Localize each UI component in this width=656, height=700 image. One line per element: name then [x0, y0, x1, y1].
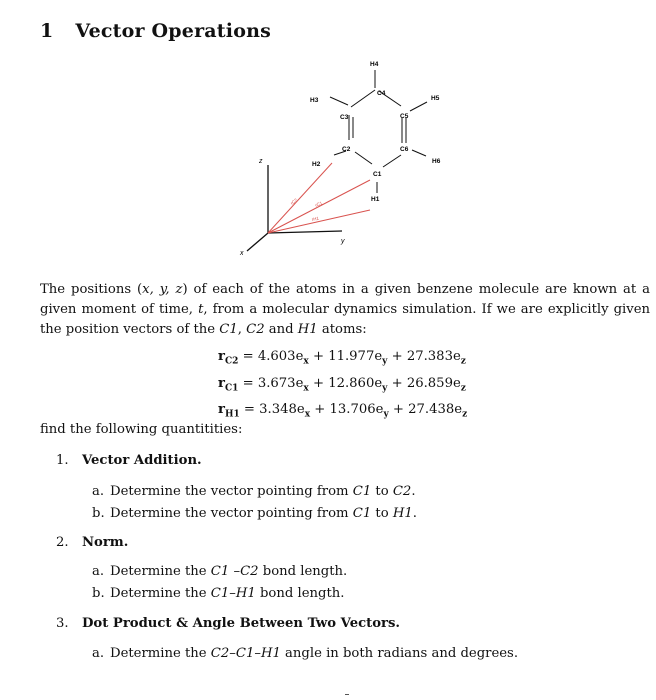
- find-text: find the following quantitities:: [40, 422, 243, 437]
- section-number: 1: [40, 20, 54, 42]
- section-title: Vector Operations: [75, 20, 271, 42]
- bond-c2-c1: [355, 152, 372, 164]
- bond-c3-h3: [330, 97, 348, 105]
- z-axis-label: z: [259, 158, 263, 165]
- x-axis: [247, 233, 268, 251]
- bond-c4-c3: [351, 90, 375, 107]
- atom-label-c4: C4: [377, 90, 386, 97]
- atom-label-h6: H6: [432, 158, 441, 165]
- vector-rc2: [268, 163, 332, 233]
- task-1b: b. Determine the vector pointing from C1 to H1.: [92, 506, 417, 521]
- equation-rc2: $r_{C2} = 4.603e_x + 11.977e_y + 27.383e_z$: [218, 349, 466, 367]
- atom-label-c3: C3: [340, 114, 349, 121]
- equation-rc1: $r_{C1} = 3.673e_x + 12.860e_y + 26.859e_z$: [218, 375, 466, 394]
- task-2a: a. Determine the C1 –C2 bond length.: [92, 564, 348, 579]
- atom-label-h1: H1: [371, 196, 380, 203]
- task-3-heading: 3. Dot Product & Angle Between Two Vectors.: [56, 616, 400, 631]
- task-3a: a. Determine the C2–C1–H1 angle in both radians and degrees.: [92, 646, 519, 661]
- y-axis: [268, 231, 342, 233]
- atom-label-c2: C2: [342, 146, 351, 153]
- atom-label-c1: C1: [373, 171, 382, 178]
- atom-label-h5: H5: [431, 95, 440, 102]
- x-axis-label: x: [240, 250, 244, 257]
- benzene-figure: [230, 55, 480, 265]
- bond-c5-h5: [410, 102, 427, 111]
- vector-rh1: [268, 210, 370, 233]
- intro-paragraph: The positions (x, y, z) of each of the atoms in a given benzene molecule are known at a given moment of time, t, from a molecular dynamics simulation. If we are explicitly given the position vectors of the C1, C2 and H1 atoms:: [40, 282, 651, 337]
- equation-rh1: $r_{H1} = 3.348e_x + 13.706e_y + 27.438e_z$: [218, 402, 468, 420]
- page-mark: [345, 694, 349, 695]
- atom-label-h4: H4: [370, 61, 379, 68]
- task-2-heading: 2. Norm.: [56, 535, 129, 550]
- atom-label-c6: C6: [400, 146, 409, 153]
- atom-label-c5: C5: [400, 113, 409, 120]
- task-1a: a. Determine the vector pointing from C1 to C2.: [92, 484, 416, 499]
- bond-c1-c6: [383, 155, 401, 167]
- task-1-heading: 1. Vector Addition.: [56, 453, 202, 468]
- y-axis-label: y: [341, 238, 345, 245]
- vector-label-rh1: rH1: [311, 215, 320, 222]
- vector-label-rc1: rC1: [314, 200, 324, 208]
- task-2b: b. Determine the C1–H1 bond length.: [92, 586, 345, 601]
- atom-label-h3: H3: [310, 97, 319, 104]
- bond-c6-h6: [412, 150, 426, 156]
- section-heading: [40, 20, 271, 42]
- atom-label-h2: H2: [312, 161, 321, 168]
- vector-label-rc2: rC2: [289, 197, 299, 206]
- position-equations: [218, 346, 518, 426]
